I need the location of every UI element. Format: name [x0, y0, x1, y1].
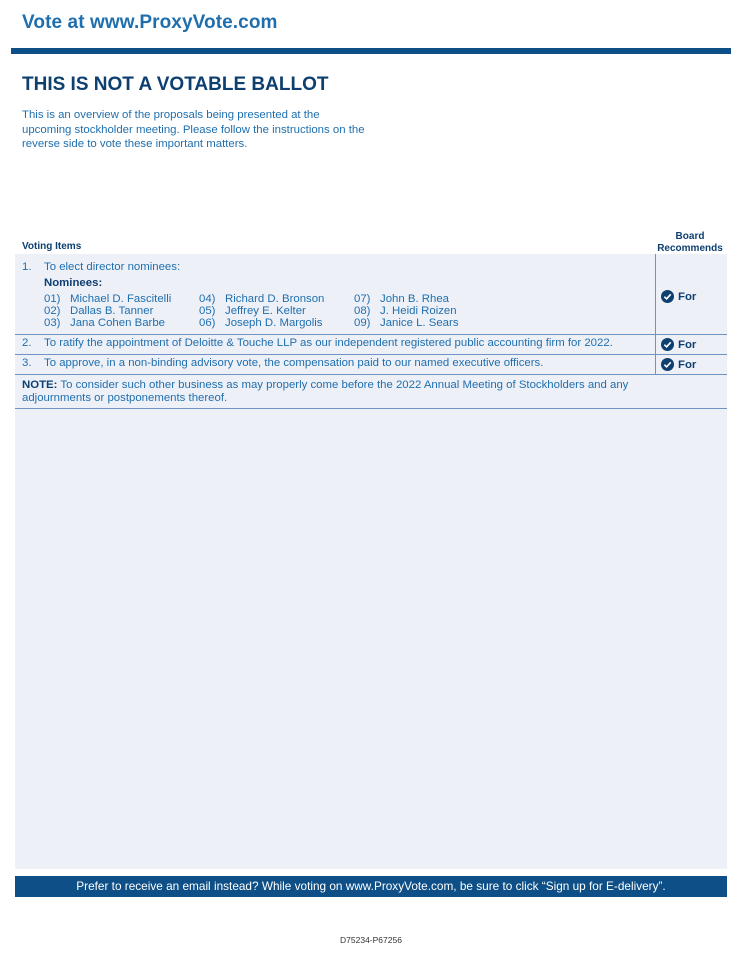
voting-item-row-1: [15, 254, 727, 335]
nominee-09: 09) Janice L. Sears: [354, 317, 459, 329]
col-board-recommends: [652, 231, 728, 254]
nominees-label: Nominees:: [44, 277, 103, 289]
recommendation-1-label: For: [678, 290, 697, 303]
item-2-text: [22, 337, 613, 349]
nominee-01: 01) Michael D. Fascitelli: [44, 293, 172, 305]
col-board-line2: Recommends: [657, 242, 723, 254]
note-body: To consider such other business as may properly come before the 2022 Annual Meeting of Stockholders and any adjournments or postponements thereof.: [22, 379, 629, 404]
recommendation-2: [661, 338, 696, 351]
item-2-label: To ratify the appointment of Deloitte & Touche LLP as our independent registered public accounting firm for 2022.: [44, 337, 613, 349]
ballot-title: THIS IS NOT A VOTABLE BALLOT: [22, 74, 329, 95]
nominee-04: 04) Richard D. Bronson: [199, 293, 325, 305]
nominee-08: 08) J. Heidi Roizen: [354, 305, 457, 317]
recommendation-2-label: For: [678, 338, 697, 351]
doc-code: D75234-P67256: [340, 935, 402, 945]
item-2-number: 2.: [22, 337, 32, 349]
item-3-text: [22, 357, 543, 369]
check-circle-icon: [661, 290, 674, 303]
check-circle-icon: [661, 358, 674, 371]
item-1-number: 1.: [22, 261, 32, 273]
nominee-06: 06) Joseph D. Margolis: [199, 317, 323, 329]
nominee-07: 07) John B. Rhea: [354, 293, 450, 305]
voting-item-row-2: [15, 335, 727, 355]
col-board-line1: Board: [675, 231, 705, 242]
check-circle-icon: [661, 338, 674, 351]
header-link[interactable]: Vote at www.ProxyVote.com: [22, 12, 278, 33]
recommendation-3-label: For: [678, 358, 697, 371]
note-label: NOTE:: [22, 379, 58, 391]
header-rule: [11, 48, 731, 54]
voting-item-row-3: [15, 355, 727, 375]
footer-bar: Prefer to receive an email instead? While voting on www.ProxyVote.com, be sure to click “Sign up for E-delivery”.: [15, 876, 727, 897]
note-text: [22, 379, 682, 405]
intro-text: This is an overview of the proposals being presented at the upcoming stockholder meeting. Please follow the instructions on the reverse side to vote these important matters.: [22, 109, 365, 150]
recommendation-3: [661, 358, 696, 371]
recommendation-1: [661, 290, 696, 303]
item-3-label: To approve, in a non-binding advisory vote, the compensation paid to our named executive officers.: [44, 357, 544, 369]
rec-cell-2: [655, 335, 727, 354]
nominee-03: 03) Jana Cohen Barbe: [44, 317, 165, 329]
item-3-number: 3.: [22, 357, 32, 369]
nominee-02: 02) Dallas B. Tanner: [44, 305, 154, 317]
rec-cell-1: [655, 254, 727, 334]
col-voting-items: Voting Items: [22, 241, 82, 252]
nominee-05: 05) Jeffrey E. Kelter: [199, 305, 306, 317]
rec-cell-3: [655, 355, 727, 374]
item-1-label: To elect director nominees:: [44, 261, 181, 273]
note-row: [15, 375, 727, 409]
item-1-text: [22, 261, 180, 273]
